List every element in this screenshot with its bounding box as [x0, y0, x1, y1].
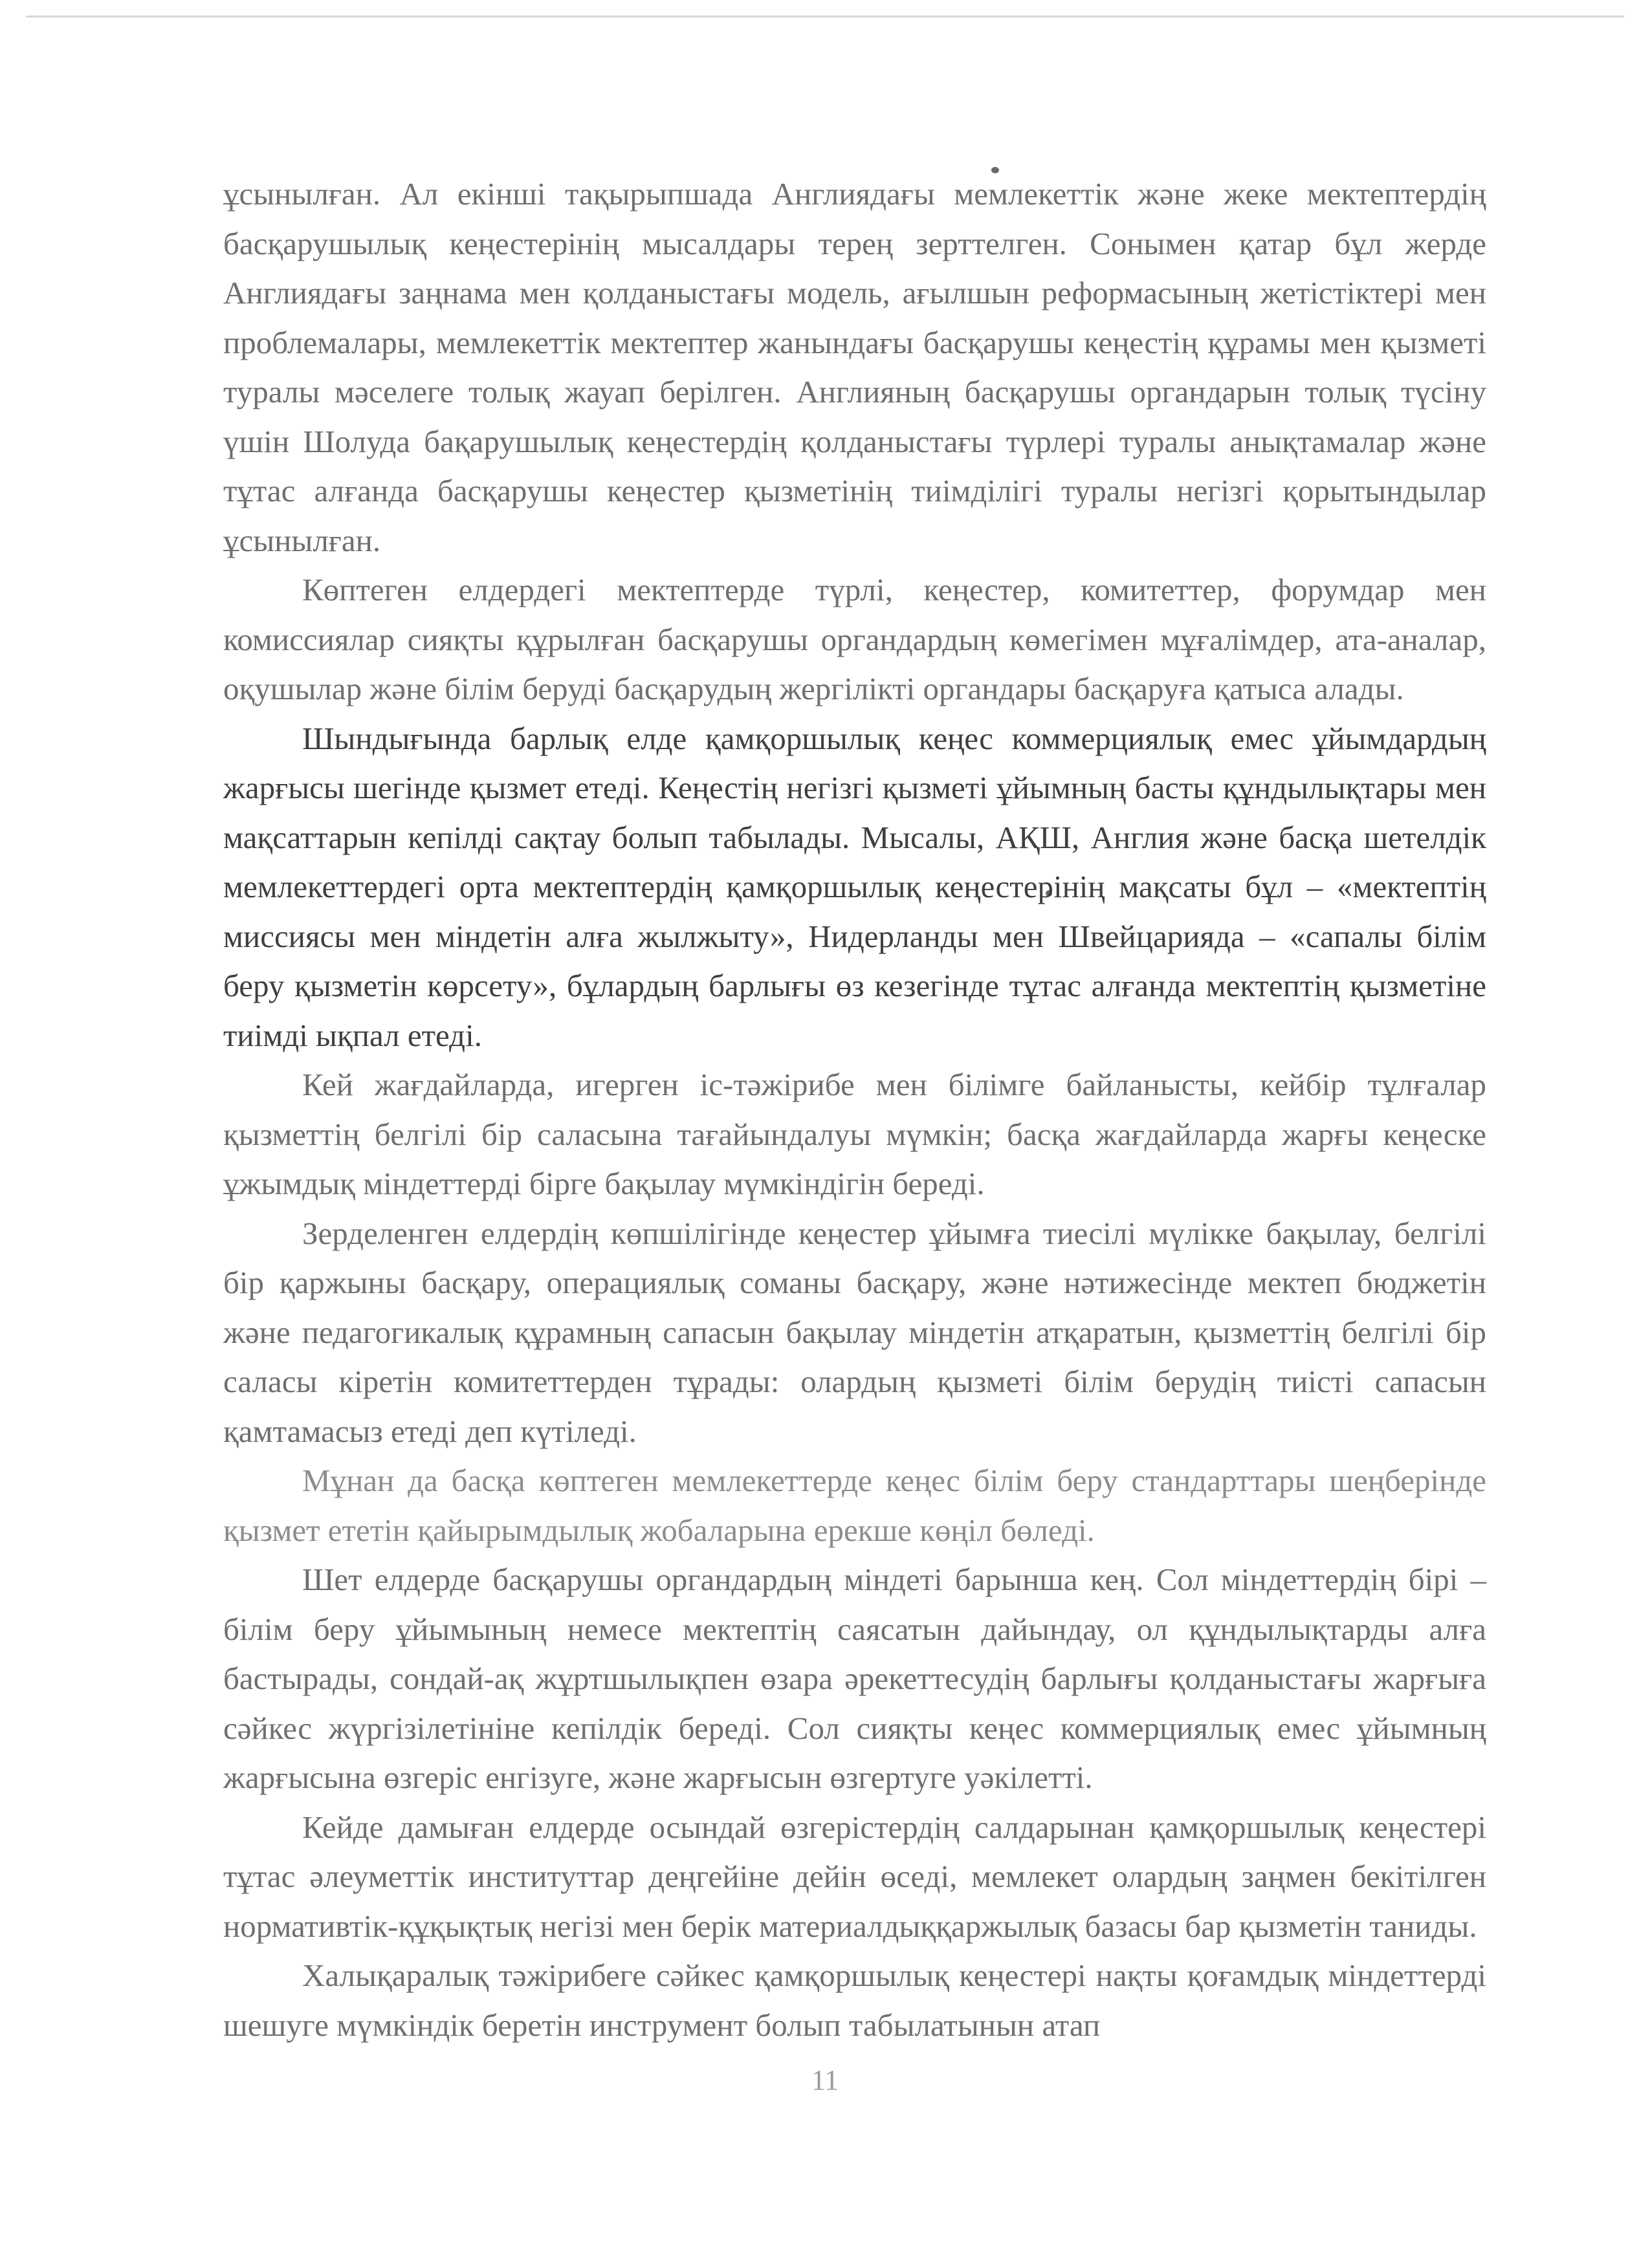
paragraph: Көптеген елдердегі мектептерде түрлі, кеңестер, комитеттер, форумдар мен комиссиялар сияқты құрылған басқарушы органдардың көмегімен мұғалімдер, ата-аналар, оқушылар және білім беруді басқарудың жергілікті органдары басқаруға қатыса алады.: [223, 572, 1486, 706]
paragraph: Зерделенген елдердің көпшілігінде кеңестер ұйымға тиесілі мүлікке бақылау, белгілі бір қаржыны басқару, операциялық соманы басқару, және нәтижесінде мектеп бюджетін және педагогикалық құрамның сапасын бақылау міндетін атқаратын, қызметтің белгілі бір саласы кіретін комитеттерден тұрады: олардың қызметі білім берудің тиісті сапасын қамтамасыз етеді деп күтіледі.: [223, 1215, 1486, 1449]
paragraph: Кей жағдайларда, игерген іс-тәжірибе мен білімге байланысты, кейбір тұлғалар қызметтің белгілі бір саласына тағайындалуы мүмкін; басқа жағдайларда жарғы кеңеске ұжымдық міндеттерді бірге бақылау мүмкіндігін береді.: [223, 1067, 1486, 1201]
paragraph: ұсынылған. Ал екінші тақырыпшада Англиядағы мемлекеттік және жеке мектептердің басқарушылық кеңестерінің мысалдары терең зерттелген. Сонымен қатар бұл жерде Англиядағы заңнама мен қолданыстағы модель, ағылшын реформасының жетістіктері мен проблемалары, мемлекеттік мектептер жанындағы басқарушы кеңестің құрамы мен қызметі туралы мәселеге толық жауап берілген. Англияның басқарушы органдарын толық түсіну үшін Шолуда бақарушылық кеңестердің қолданыстағы түрлері туралы анықтамалар және тұтас алғанда басқарушы кеңестер қызметінің тиімділігі туралы негізгі қорытындылар ұсынылған.: [223, 176, 1486, 558]
paragraph: Мұнан да басқа көптеген мемлекеттерде кеңес білім беру стандарттары шеңберінде қызмет ететін қайырымдылық жобаларына ерекше көңіл бөледі.: [223, 1463, 1486, 1548]
page-number: 11: [811, 2064, 839, 2096]
paragraph: Шет елдерде басқарушы органдардың міндеті барынша кең. Сол міндеттердің бірі – білім беру ұйымының немесе мектептің саясатын дайындау, ол құндылықтарды алға бастырады, сондай-ақ жұртшылықпен өзара әрекеттесудің барлығы қолданыстағы жарғыға сәйкес жүргізілетініне кепілдік береді. Сол сияқты кеңес коммерциялық емес ұйымның жарғысына өзгеріс енгізуге, және жарғысын өзгертуге уәкілетті.: [223, 1562, 1486, 1795]
paragraph: Кейде дамыған елдерде осындай өзгерістердің салдарынан қамқоршылық кеңестері тұтас әлеуметтік институттар деңгейіне дейін өседі, мемлекет олардың заңмен бекітілген нормативтік-құқықтық негізі мен берік материалдыққаржылық базасы бар қызметін таниды.: [223, 1809, 1486, 1944]
document-body: [223, 169, 1486, 2050]
paragraph: Шындығында барлық елде қамқоршылық кеңес коммерциялық емес ұйымдардың жарғысы шегінде қызмет етеді. Кеңестің негізгі қызметі ұйымның басты құндылықтары мен мақсаттарын кепілді сақтау болып табылады. Мысалы, АҚШ, Англия және басқа шетелдік мемлекеттердегі орта мектептердің қамқоршылық кеңестерінің мақсаты бұл – «мектептің миссиясы мен міндетін алға жылжыту», Нидерланды мен Швейцарияда – «сапалы білім беру қызметін көрсету», бұлардың барлығы өз кезегінде тұтас алғанда мектептің қызметіне тиімді ықпал етеді.: [223, 720, 1486, 1053]
paragraph: Халықаралық тәжірибеге сәйкес қамқоршылық кеңестері нақты қоғамдық міндеттерді шешуге мүмкіндік беретін инструмент болып табылатынын атап: [223, 1957, 1486, 2043]
scan-top-edge: [26, 16, 1624, 17]
